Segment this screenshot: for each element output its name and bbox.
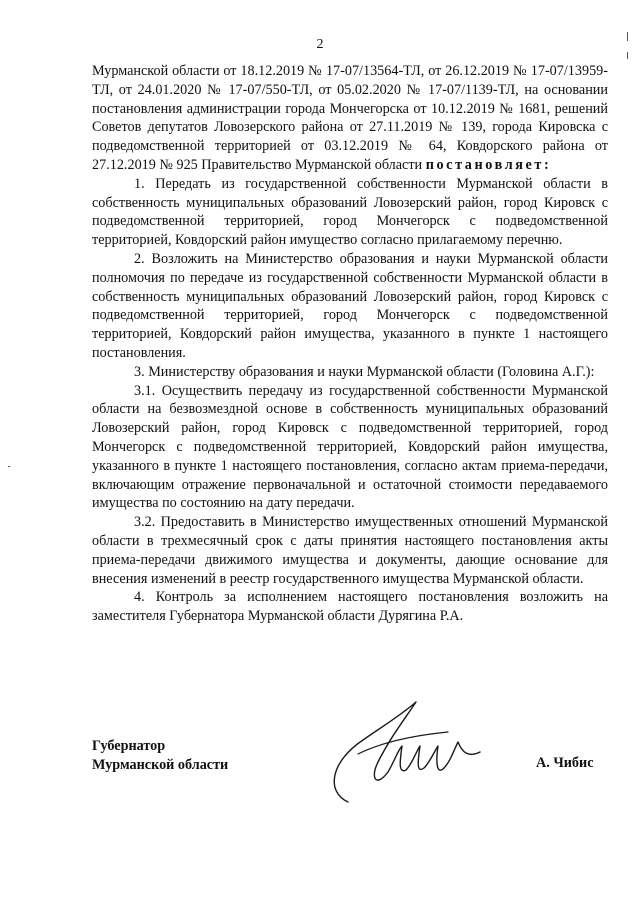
item-2: 2. Возложить на Министерство образования и науки Мурманской области полномочия по передаче из государственной собственности Мурманской области в собственность муниципальных образований Ловозерский район, город Кировск с подведомственной территорией, город Мончегорск с подведомственной территорией, Ковдорский район имущества, указанного в пункте 1 настоящего постановления. xyxy=(92,250,608,361)
item-1: 1. Передать из государственной собственности Мурманской области в собственность муниципальных образований Ловозерский район, город Кировск с подведомственной территорией, город Мончегорск с подведомственной территорией, Ковдорский район имущество согласно прилагаемому перечню. xyxy=(92,175,608,249)
scan-mark xyxy=(8,466,10,467)
page-number: 2 xyxy=(316,37,324,52)
intro-paragraph xyxy=(92,62,608,175)
scan-mark xyxy=(627,52,628,59)
intro-text: Мурманской области от 18.12.2019 № 17-07/13564-ТЛ, от 26.12.2019 № 17-07/13959-ТЛ, от 24.01.2020 № 17-07/550-ТЛ, от 05.02.2020 № 17-07/1139-ТЛ, на основании постановления администрации города Мончегорска от 10.12.2019 № 1681, решений Советов депутатов Ловозерского района от 27.11.2019 № 139, города Кировска с подведомственной территорией от 03.12.2019 № 64, Ковдорского района от 27.12.2019 № 925 Правительство Мурманской области xyxy=(92,63,608,173)
item-3-1: 3.1. Осуществить передачу из государственной собственности Мурманской области на безвозмездной основе в собственность муниципальных образований Ловозерский район, город Кировск с подведомственной территорией, город Мончегорск с подведомственной территорией, Ковдорский район имущества, указанного в пункте 1 настоящего постановления, согласно актам приема-передачи, включающим отражение первоначальной и остаточной стоимости передаваемого имущества по состоянию на дату передачи. xyxy=(92,382,608,512)
scan-mark xyxy=(627,32,628,41)
document-body xyxy=(92,62,608,626)
item-4: 4. Контроль за исполнением настоящего постановления возложить на заместителя Губернатора Мурманской области Дурягина Р.А. xyxy=(92,589,608,625)
handwritten-signature xyxy=(318,692,488,812)
signatory-title xyxy=(92,737,228,774)
item-3-2: 3.2. Предоставить в Министерство имущественных отношений Мурманской области в трехмесячный срок с даты принятия настоящего постановления акты приема-передачи движимого имущества и документы, дающие основание для внесения изменений в реестр государственного имущества Мурманской области. xyxy=(92,514,608,587)
decree-word: постановляет: xyxy=(425,156,552,173)
signatory-title-line2: Мурманской области xyxy=(92,756,229,773)
signatory-title-line1: Губернатор xyxy=(92,738,166,754)
signatory-name: А. Чибис xyxy=(536,755,594,771)
item-3: 3. Министерству образования и науки Мурманской области (Головина А.Г.): xyxy=(134,363,595,380)
